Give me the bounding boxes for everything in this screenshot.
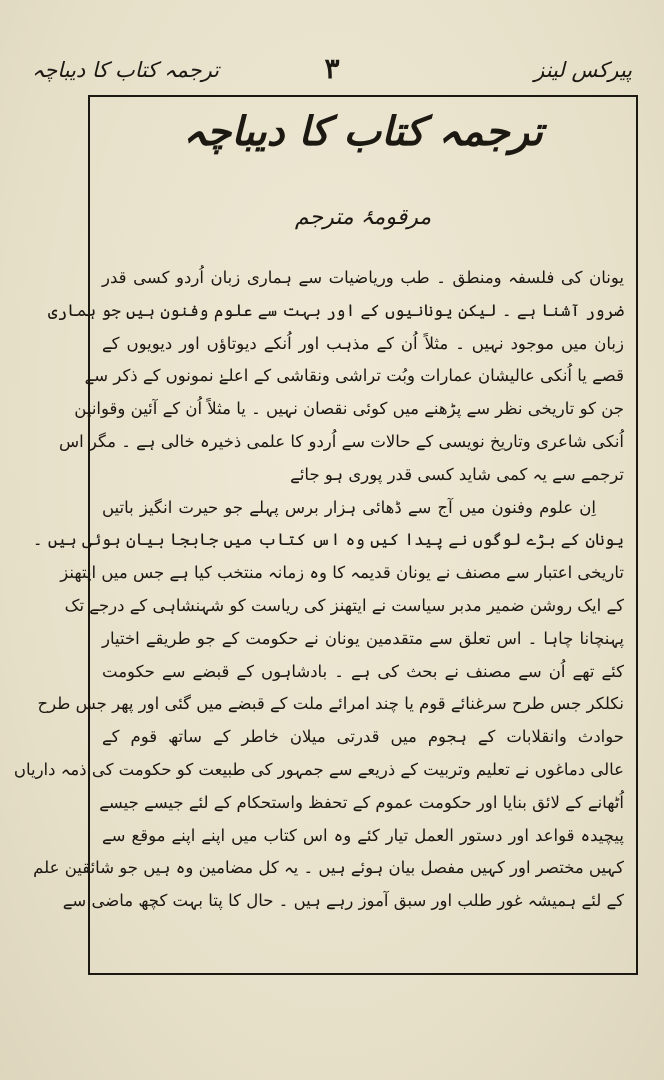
text-line: کئے تھے اُن سے مصنف نے بحث کی ہے ۔ بادشاہوں کے قبضے سے حکومت: [102, 661, 624, 681]
text-line: نکلکر جس طرح سرغنائے قوم یا چند امرائے ملت کے قبضے میں گئی اور پھر جس طرح: [37, 694, 624, 714]
text-line: یونان کی فلسفہ ومنطق ۔ طب وریاضیات سے ہماری زبان اُردو کسی قدر: [102, 268, 624, 287]
text-line: یونان کے بڑے لوگوں نے پیدا کیں وہ اس کتاب میں جابجا بیان ہوئی ہیں ۔: [32, 530, 624, 550]
text-line: تاریخی اعتبار سے مصنف نے یونان قدیمہ کا وہ زمانہ منتخب کیا ہے جس میں ایتھنز: [60, 563, 624, 583]
text-line: حوادث وانقلابات کے ہجوم میں قدرتی میلان خاطر کے ساتھ قوم کے: [102, 727, 624, 747]
running-head: [24, 52, 640, 92]
page-number: ۳: [324, 52, 340, 85]
text-line: اُٹھانے کے لائق بنایا اور حکومت عموم کے تحفظ واستحکام کے لئے جیسے جیسے: [99, 792, 624, 812]
text-line: ضرور آشنا ہے ۔ لیکن یونانیوں کے اور بہت سے علوم وفنون ہیں جو ہماری: [47, 300, 624, 320]
text-line: اِن علوم وفنون میں آج سے ڈھائی ہزار برس پہلے جو حیرت انگیز باتیں: [102, 497, 596, 517]
running-head-chapter: ترجمہ کتاب کا دیباچہ: [32, 58, 220, 82]
text-line: کے ایک روشن ضمیر مدبر سیاست نے ایتھنز کی ریاست کو شہنشاہی کے درجے تک: [64, 595, 624, 615]
text-line: پہنچانا چاہا ۔ اس تعلق سے متقدمین یونان نے حکومت کے جو طریقے اختیار: [102, 628, 624, 648]
text-line: اُنکی شاعری وتاریخ نویسی کے حالات سے اُردو کا علمی ذخیرہ خالی ہے ۔ مگر اس: [58, 431, 624, 451]
chapter-byline: مرقومۂ مترجم: [294, 205, 432, 230]
text-line: جن کو تاریخی نظر سے پڑھنے میں کوئی نقصان نہیں ۔ یا مثلاً اُن کے آئین وقوانین: [74, 399, 624, 419]
running-head-book-title: پیرکس لینز: [534, 58, 632, 82]
text-line: کہیں مختصر اور کہیں مفصل بیان ہوئے ہیں ۔ یہ کل مضامین وہ ہیں جو شائقین علم: [33, 858, 624, 878]
text-line: قصے یا اُنکی عالیشان عمارات وبُت تراشی ونقاشی کے اعلےٰ نمونوں کے ذکر سے: [84, 366, 624, 386]
chapter-title: ترجمہ کتاب کا دیباچہ: [183, 108, 543, 155]
text-line: زبان میں موجود نہیں ۔ مثلاً اُن کے مذہب اور اُنکے دیوتاؤں اور دیویوں کے: [102, 333, 624, 353]
body-text: [13, 262, 624, 918]
text-line: کے لئے ہمیشہ غور طلب اور سبق آموز رہے ہیں ۔ حال کا پتا بہت کچھ ماضی سے: [62, 891, 624, 911]
text-line: پیچیدہ قواعد اور دستور العمل تیار کئے وہ اس کتاب میں اپنے اپنے موقع سے: [102, 825, 624, 845]
text-line: عالی دماغوں نے تعلیم وتربیت کے ذریعے سے جمہور کی طبیعت کو حکومت کی ذمہ داریاں: [13, 759, 624, 779]
text-line: ترجمے سے یہ کمی شاید کسی قدر پوری ہو جائے: [290, 464, 624, 484]
